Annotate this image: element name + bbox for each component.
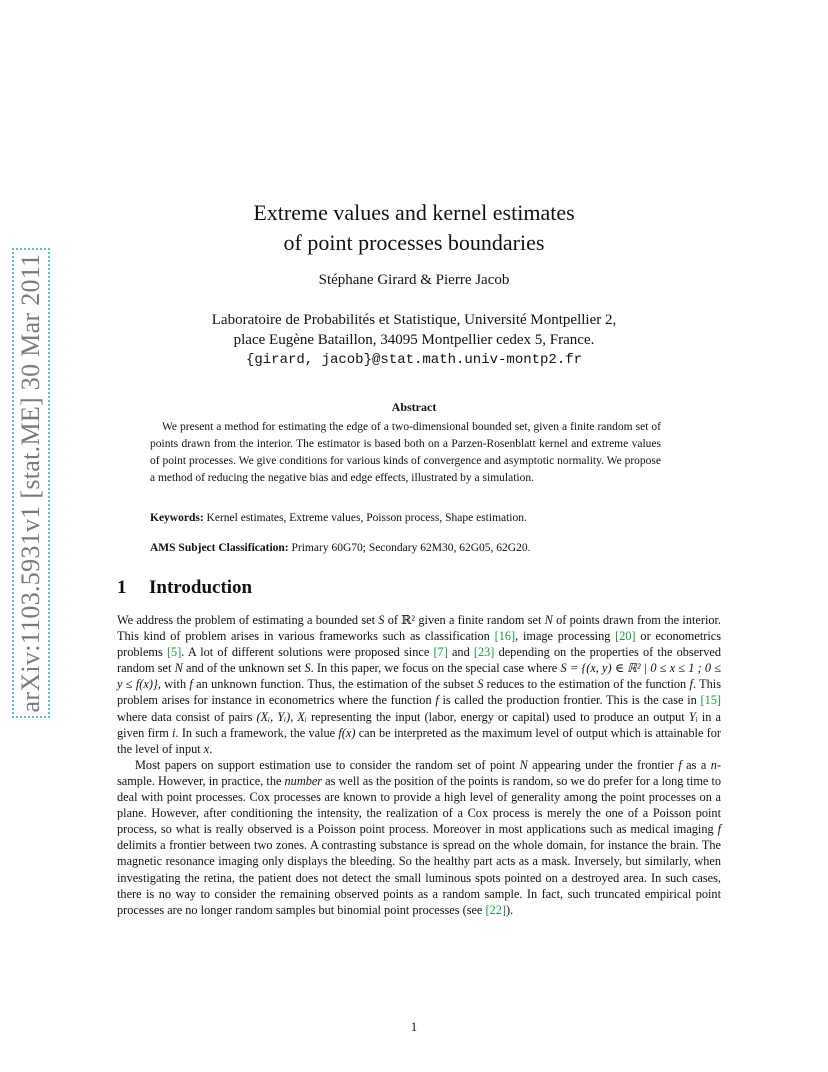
math-symbol: (Xᵢ, Yᵢ) (256, 709, 291, 724)
body-text-run: , (290, 709, 298, 724)
body-text-run: -sample. However, in practice, the (117, 757, 721, 788)
math-symbol: S (378, 613, 385, 627)
body-text-run: delimits a frontier between two zones. A contrasting substance is spread on the whole domain, for instance the brain. The magnetic resonance imaging only displays the bleeding. So the healthy part acts as a mask. Inversely, but similarly, when investigating the retina, the patient does not detect the small luminous spots pointed on a destroyed area. In such cases, there is no way to consider the remaining observed points as a random sample. In fact, such truncated empirical point processes are no longer random samples but binomial point processes (see (117, 838, 721, 917)
page-number: 1 (410, 1020, 418, 1034)
ams-text: Primary 60G70; Secondary 62M30, 62G05, 62G20. (291, 542, 531, 554)
math-symbol: f (189, 677, 193, 692)
math-symbol: S (477, 677, 484, 692)
authors: Stéphane Girard & Pierre Jacob (318, 272, 510, 288)
body-text-run: depending on the properties of the observed random set (117, 645, 721, 676)
title-line: of point processes boundaries (283, 230, 545, 255)
keywords-text: Kernel estimates, Extreme values, Poisson process, Shape estimation. (206, 512, 527, 524)
ams-classification (150, 540, 670, 556)
math-symbol: x (203, 741, 210, 756)
body-text-run: and (447, 645, 474, 660)
body-text-run: as well as the position of the points is random, so we do prefer for a long time to deal with point processes. Cox processes are known to provide a high level of generality among the point processes on a plane. However, after conditioning the intensity, the realization of a Cox process is merely the one of a Poisson point process, so what is really observed is a Poisson point process. Moreover in most applications such as medical imaging (117, 773, 722, 837)
body-text-run: of points drawn from the interior. This kind of problem arises in various frameworks such as classification (117, 613, 721, 644)
affiliation-line: Laboratoire de Probabilités et Statistique, Université Montpellier 2, (211, 312, 617, 328)
math-symbol: S (304, 661, 311, 676)
math-symbol: Yᵢ (688, 709, 698, 724)
body-text-run: . In such a framework, the value (175, 725, 339, 740)
body-text-run: of ℝ² given a finite random set (384, 613, 545, 627)
body-text-run: an unknown function. Thus, the estimation of the subset (192, 677, 478, 692)
section-title: Introduction (149, 577, 253, 598)
math-symbol: i (172, 725, 176, 740)
body-text-run: Most papers on support estimation use to consider the random set of point (135, 757, 520, 772)
body-text-run: , with (157, 677, 190, 692)
body-text-run: can be interpreted as the maximum level of output which is attainable for the level of input (117, 725, 722, 756)
math-symbol: Xᵢ (297, 709, 307, 724)
ams-label: AMS Subject Classification: (150, 542, 289, 554)
math-symbol: f (689, 677, 693, 692)
citation-link[interactable]: [7] (433, 645, 448, 660)
body-text-run: is called the production frontier. This is the case in (438, 693, 701, 708)
body-text-run: in a given firm (117, 709, 721, 740)
math-symbol: f (678, 757, 682, 772)
arxiv-identifier-text: arXiv:1103.5931v1 [stat.ME] 30 Mar 2011 (16, 253, 45, 713)
body-text-run: reduces to the estimation of the function (483, 677, 690, 692)
citation-link[interactable]: [22] (485, 902, 506, 917)
math-symbol: S = {(x, y) ∈ ℝ² | 0 ≤ x ≤ 1 ; 0 ≤ y ≤ f(x)} (117, 661, 721, 692)
math-symbol: f (717, 822, 721, 837)
math-symbol: f(x) (338, 725, 356, 740)
abstract-text: We present a method for estimating the edge of a two-dimensional bounded set, given a finite random set of points drawn from the interior. The estimator is based both on a Parzen-Rosenblatt kernel and extreme values of point processes. We give conditions for various kinds of convergence and asymptotic normality. We propose a method of reducing the negative bias and edge effects, illustrated by a simulation. (150, 421, 661, 484)
body-text-run: . This problem arises for instance in econometrics where the function (117, 677, 721, 708)
paper-title (0, 198, 828, 258)
body-text-run: . A lot of different solutions were proposed since (181, 645, 434, 660)
section-heading (117, 577, 252, 599)
body-text-run: where data consist of pairs (117, 709, 257, 724)
author-email: {girard, jacob}@stat.math.univ-montp2.fr (245, 352, 583, 368)
abstract-heading: Abstract (391, 400, 437, 414)
body-text-run: ). (505, 902, 514, 917)
math-symbol: N (544, 613, 553, 627)
body-paragraph (117, 757, 721, 918)
citation-link[interactable]: [15] (700, 693, 722, 708)
keywords (150, 510, 670, 526)
math-symbol: N (519, 757, 528, 772)
keywords-label: Keywords: (150, 512, 204, 524)
title-line: Extreme values and kernel estimates (253, 200, 575, 225)
citation-link[interactable]: [23] (473, 645, 495, 660)
body-text-run: or econometrics problems (117, 629, 722, 660)
citation-link[interactable]: [16] (494, 629, 516, 644)
body-text-run: . (209, 741, 213, 756)
body-text-run: as a (681, 757, 711, 772)
affiliation (0, 310, 828, 370)
body-text-run: appearing under the frontier (527, 757, 679, 772)
citation-link[interactable]: [5] (166, 645, 182, 660)
math-symbol: n (710, 757, 717, 772)
citation-link[interactable]: [20] (615, 629, 636, 644)
body-paragraph (117, 612, 721, 757)
body-text-run: and of the unknown set (182, 661, 305, 676)
section-body (117, 612, 721, 918)
section-number: 1 (117, 577, 127, 598)
body-text-run: , image processing (515, 629, 616, 644)
math-symbol: f (435, 693, 439, 708)
math-symbol: number (284, 773, 323, 788)
body-text-run: We address the problem of estimating a bounded set (117, 613, 379, 627)
math-symbol: N (174, 661, 183, 676)
affiliation-line: place Eugène Bataillon, 34095 Montpellier cedex 5, France. (233, 332, 595, 348)
body-text-run: representing the input (labor, energy or capital) used to produce an output (306, 709, 689, 724)
body-text-run: . In this paper, we focus on the special case where (310, 661, 561, 676)
